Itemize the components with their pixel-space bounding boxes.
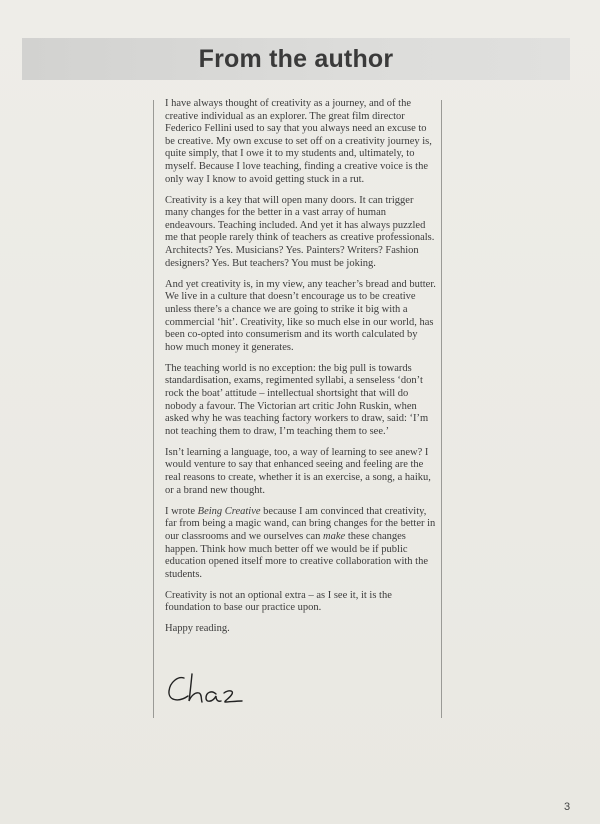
paragraph-6 [165, 506, 437, 582]
page-title: From the author [198, 45, 394, 73]
paragraph-8: Happy reading. [165, 623, 230, 635]
paragraph-1: I have always thought of creativity as a journey, and of the creative individual as an explorer. The great film director Federico Fellini used to say that you always need an excuse to be creative. My own excuse to set off on a creativity journey is, quite simply, that I owe it to my students and, ultimately, to myself. Because I love teaching, finding a creative voice is the only way I know to avoid getting stuck in a rut. [165, 98, 432, 185]
signature [166, 672, 262, 706]
left-column-rule [153, 100, 154, 718]
book-title: Being Creative [197, 505, 261, 517]
page-number: 3 [564, 801, 571, 813]
paragraph-6-part-1: I wrote [165, 505, 198, 517]
right-column-rule [441, 100, 442, 718]
title-band [22, 38, 570, 80]
paragraph-6-part-2: because I am convinced that creativity, far from being a magic wand, can bring changes for the better in our classrooms and we ourselves can [165, 505, 436, 542]
paragraph-2: Creativity is a key that will open many doors. It can trigger many changes for the better in a vast array of human endeavours. Teaching included. And yet it has always puzzled me that people rarely think of teachers as creative professionals. Architects? Yes. Musicians? Yes. Painters? Writers? Fashion designers? Yes. But teachers? You must be joking. [165, 194, 435, 269]
paragraph-5: Isn’t learning a language, too, a way of learning to see anew? I would venture to say that enhanced seeing and feeling are the real reasons to create, whether it is an exercise, a song, a haiku, or a brand new thought. [165, 446, 431, 496]
paragraph-3: And yet creativity is, in my view, any teacher’s bread and butter. We live in a culture that doesn’t encourage us to be creative unless there’s a chance we are going to strike it big with a commercial ‘hit’. Creativity, like so much else in our world, has been co-opted into consumerism and its worth calculated by how much money it generates. [165, 278, 436, 353]
paragraph-6-part-3: these changes happen. Think how much better off we would be if public education opened itself more to creative collaboration with the students. [165, 530, 428, 580]
paragraph-4: The teaching world is no exception: the big pull is towards standardisation, exams, regimented syllabi, a senseless ‘don’t rock the boat’ attitude – intellectual shortsight that will do nobody a favour. The Victorian art critic John Ruskin, when asked why he was teaching factory workers to draw, said: ‘I’m not teaching them to draw, I’m teaching them to see.’ [165, 362, 429, 437]
emphasis-make: make [323, 530, 346, 542]
author-letter [165, 98, 437, 645]
paragraph-7: Creativity is not an optional extra – as I see it, it is the foundation to base our practice upon. [165, 589, 392, 614]
